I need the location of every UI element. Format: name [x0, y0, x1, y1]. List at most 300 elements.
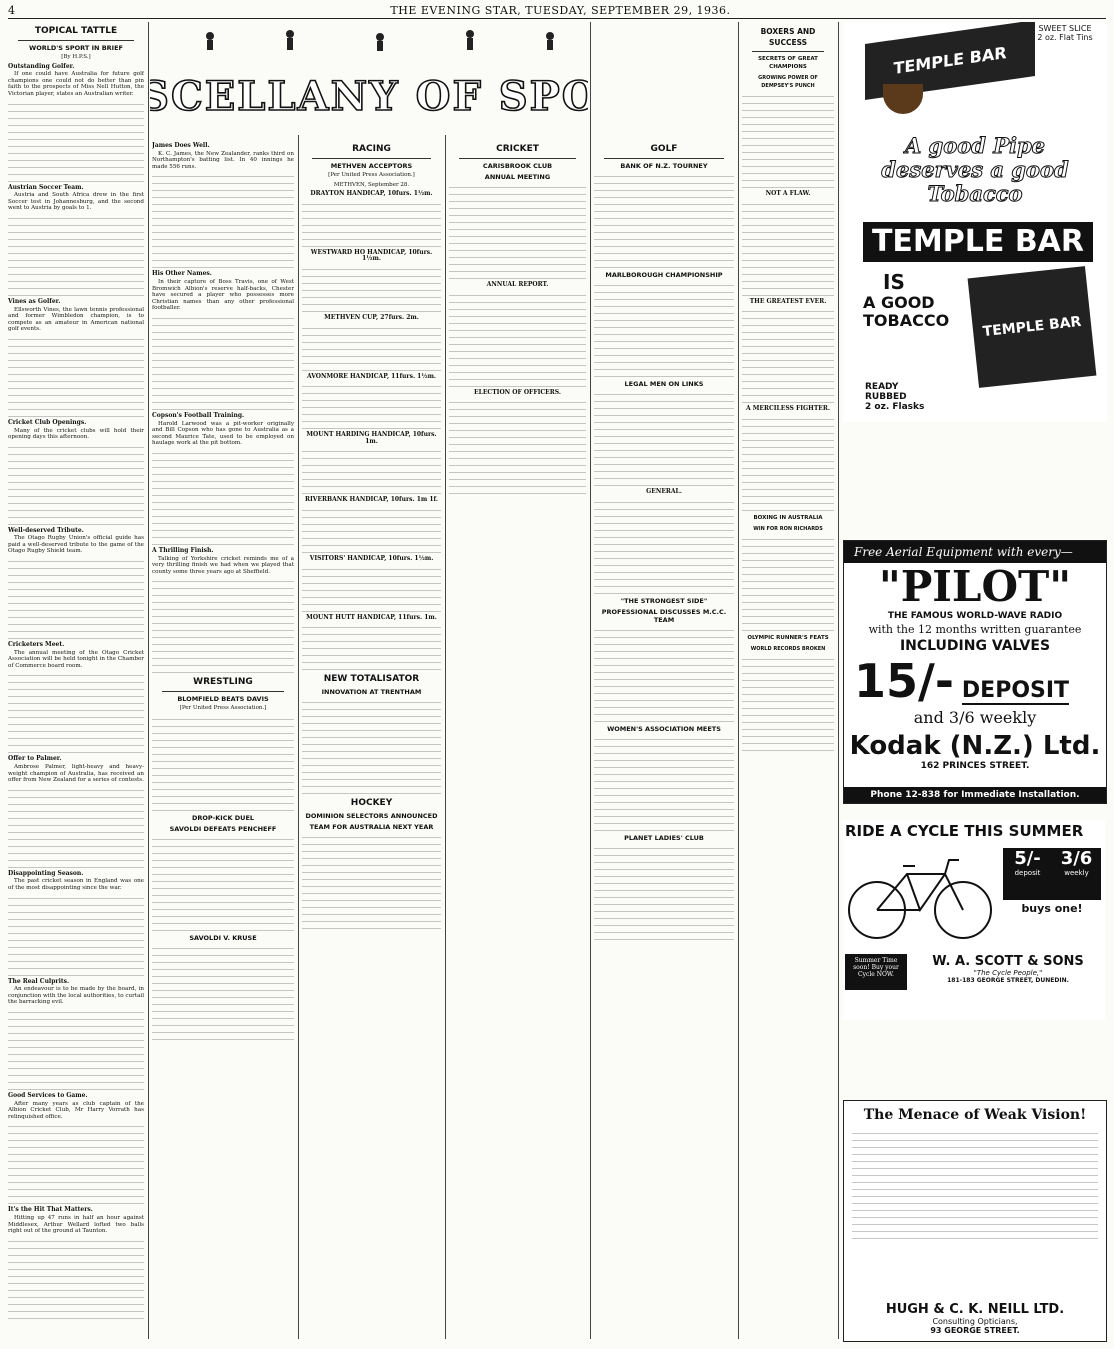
- text-line: [594, 316, 734, 321]
- text-line: [594, 474, 734, 479]
- text-line: [8, 1078, 144, 1083]
- text-line: [594, 735, 734, 740]
- text-line: [152, 806, 294, 811]
- ad-headline: Free Aerial Equipment with every—: [844, 541, 1106, 563]
- entry-line: [302, 644, 441, 649]
- text-line: [8, 398, 144, 403]
- text-line: [594, 263, 734, 268]
- ad-address: 162 PRINCES STREET.: [920, 761, 1030, 771]
- entry-line: [302, 359, 441, 364]
- text-line: [594, 640, 734, 645]
- text-line: [152, 172, 294, 177]
- text-line: [742, 141, 834, 146]
- text-line: [594, 858, 734, 863]
- text-line: [8, 335, 144, 340]
- text-line: [594, 390, 734, 395]
- text-line: [594, 418, 734, 423]
- text-line: [594, 893, 734, 898]
- handicap-title: METHVEN CUP, 27furs. 2m.: [324, 313, 419, 321]
- text-line: [742, 120, 834, 125]
- section-subheading: SAVOLDI DEFEATS PENCHEFF: [169, 824, 277, 833]
- text-line: [594, 337, 734, 342]
- article-text: Talking of Yorkshire cricket reminds me of a very thrilling finish we had when we played that county some three years ago at Sheffield.: [152, 555, 294, 575]
- section-subheading: SECRETS OF GREAT CHAMPIONS: [758, 56, 818, 70]
- text-line: [594, 654, 734, 659]
- text-line: [742, 450, 834, 455]
- text-line: [742, 113, 834, 118]
- entry-line: [302, 200, 441, 205]
- text-line: [742, 349, 834, 354]
- section-subheading: LEGAL MEN ON LINKS: [624, 380, 704, 388]
- article-text: Austria and South Africa drew in the first Soccer test in Johannesburg, and the second went to Austria by goals to 1.: [8, 192, 144, 212]
- temple-bar-ad: [843, 22, 1107, 422]
- text-line: [152, 505, 294, 510]
- text-line: [594, 214, 734, 219]
- ad-headline: RIDE A CYCLE THIS SUMMER: [845, 822, 1084, 840]
- ad-text: and 3/6 weekly: [913, 708, 1037, 727]
- article-text: If one could have Australia for future golf champions one could not do better than pin faith to the prospects of Miss Nell Hutton, the Victorian player, states an Australian writer.: [8, 71, 144, 97]
- text-line: [8, 114, 144, 119]
- text-line: [8, 894, 144, 899]
- section-subheading: BANK OF N.Z. TOURNEY: [620, 162, 708, 170]
- text-line: [8, 627, 144, 632]
- source-line: [Per United Press Association.]: [179, 705, 267, 712]
- text-line: [449, 447, 586, 452]
- text-line: [742, 384, 834, 389]
- text-line: [594, 221, 734, 226]
- text-line: [449, 197, 586, 202]
- text-line: [152, 363, 294, 368]
- text-line: [152, 905, 294, 910]
- text-line: [152, 965, 294, 970]
- column-boxing: [742, 22, 834, 1342]
- ad-firm: W. A. SCOTT & SONS: [932, 954, 1084, 969]
- article-subhead: THE GREATEST EVER.: [749, 297, 827, 305]
- text-line: [594, 935, 734, 940]
- text-line: [594, 288, 734, 293]
- text-line: [8, 599, 144, 604]
- column-miscellany: [152, 140, 294, 1340]
- text-line: [8, 578, 144, 583]
- section-subheading: BOXING IN AUSTRALIA: [753, 514, 823, 521]
- article-subhead: ANNUAL REPORT.: [486, 281, 549, 288]
- text-line: [152, 377, 294, 382]
- text-line: [594, 914, 734, 919]
- text-line: [8, 1015, 144, 1020]
- text-line: [152, 1007, 294, 1012]
- ad-text: weekly: [1064, 869, 1089, 877]
- text-line: [8, 713, 144, 718]
- handicap-title: AVONMORE HANDICAP, 11furs. 1½m.: [306, 372, 437, 380]
- text-line: [152, 626, 294, 631]
- ad-text: THE FAMOUS WORLD-WAVE RADIO: [887, 611, 1063, 621]
- text-line: [742, 683, 834, 688]
- entry-line: [302, 389, 441, 394]
- text-line: [742, 328, 834, 333]
- entry-line: [302, 324, 441, 329]
- text-line: [742, 429, 834, 434]
- section-subheading: INNOVATION AT TRENTHAM: [321, 688, 422, 697]
- text-line: [152, 898, 294, 903]
- text-line: [449, 260, 586, 265]
- text-line: [594, 770, 734, 775]
- entry-line: [302, 331, 441, 336]
- text-line: [8, 606, 144, 611]
- text-line: [152, 856, 294, 861]
- text-line: [449, 253, 586, 258]
- section-subheading: OLYMPIC RUNNER'S FEATS: [747, 634, 829, 641]
- article-body: [594, 844, 734, 940]
- text-line: [594, 235, 734, 240]
- text-line: [594, 907, 734, 912]
- article-title: Good Services to Game.: [8, 1091, 88, 1099]
- text-line: [8, 915, 144, 920]
- text-line: [302, 698, 441, 703]
- text-line: [302, 882, 441, 887]
- article-body: [302, 833, 441, 929]
- text-line: [8, 1071, 144, 1076]
- text-line: [594, 533, 734, 538]
- text-line: [742, 155, 834, 160]
- ad-text: deposit: [1014, 869, 1041, 877]
- text-line: [302, 740, 441, 745]
- text-line: [152, 186, 294, 191]
- banner-title: SCELLANY OF SPO: [150, 73, 588, 120]
- text-line: [8, 263, 144, 268]
- text-line: [742, 270, 834, 275]
- text-line: [594, 756, 734, 761]
- entry-line: [302, 293, 441, 298]
- text-line: [8, 1307, 144, 1312]
- text-line: [152, 633, 294, 638]
- miscellany-banner: [150, 60, 588, 130]
- text-line: [302, 889, 441, 894]
- text-line: [152, 912, 294, 917]
- text-line: [594, 425, 734, 430]
- text-line: [8, 1043, 144, 1048]
- text-line: [152, 463, 294, 468]
- text-line: [8, 235, 144, 240]
- text-line: [8, 1171, 144, 1176]
- text-line: [152, 1035, 294, 1040]
- text-line: [449, 398, 586, 403]
- column-rule: [738, 22, 739, 1339]
- section-heading: BOXERS AND SUCCESS: [760, 27, 816, 47]
- text-line: [742, 457, 834, 462]
- text-line: [594, 526, 734, 531]
- text-line: [8, 692, 144, 697]
- text-line: [8, 214, 144, 219]
- text-line: [8, 485, 144, 490]
- text-line: [8, 163, 144, 168]
- entry-line: [302, 403, 441, 408]
- text-line: [594, 710, 734, 715]
- article-text: After many years as club captain of the Albion Cricket Club, Mr Harry Vorrath has relinquished office.: [8, 1100, 144, 1120]
- text-line: [742, 314, 834, 319]
- text-line: [8, 748, 144, 753]
- text-line: [302, 726, 441, 731]
- article-title: James Does Well.: [152, 142, 210, 149]
- section-subheading: DROP-KICK DUEL: [191, 813, 255, 822]
- text-line: [742, 415, 834, 420]
- text-line: [152, 207, 294, 212]
- text-line: [8, 478, 144, 483]
- text-line: [8, 564, 144, 569]
- text-line: [152, 221, 294, 226]
- text-line: [742, 291, 834, 296]
- text-line: [152, 584, 294, 589]
- entry-line: [302, 520, 441, 525]
- text-line: [742, 221, 834, 226]
- text-line: [594, 661, 734, 666]
- section-heading: CRICKET: [496, 144, 539, 154]
- entry-line: [302, 572, 441, 577]
- text-line: [8, 821, 144, 826]
- text-line: [742, 669, 834, 674]
- text-line: [152, 533, 294, 538]
- masthead: [8, 2, 1106, 19]
- text-line: [8, 349, 144, 354]
- article-title: Offer to Palmer.: [8, 755, 62, 763]
- text-line: [8, 613, 144, 618]
- text-line: [594, 819, 734, 824]
- text-line: [152, 235, 294, 240]
- text-line: [742, 169, 834, 174]
- section-subheading: PROFESSIONAL DISCUSSES M.C.C. TEAM: [601, 607, 727, 624]
- text-line: [449, 204, 586, 209]
- entry-line: [302, 396, 441, 401]
- text-line: [742, 263, 834, 268]
- column-racing: [302, 140, 441, 1340]
- ad-phone: Phone 12-838 for Immediate Installation.: [844, 787, 1106, 803]
- text-line: [594, 675, 734, 680]
- text-line: [594, 351, 734, 356]
- text-line: [594, 689, 734, 694]
- entry-line: [302, 447, 441, 452]
- text-line: [449, 489, 586, 494]
- text-line: [152, 228, 294, 233]
- text-line: [594, 432, 734, 437]
- text-line: [594, 249, 734, 254]
- text-line: [594, 498, 734, 503]
- text-line: [152, 986, 294, 991]
- text-line: [152, 242, 294, 247]
- handicap-title: RIVERBANK HANDICAP, 10furs. 1m 1f.: [305, 496, 438, 504]
- entry-line: [302, 307, 441, 312]
- entry-line: [302, 468, 441, 473]
- text-line: [742, 746, 834, 751]
- text-line: [8, 499, 144, 504]
- article-body: [742, 535, 834, 631]
- text-line: [594, 844, 734, 849]
- text-line: [742, 464, 834, 469]
- entry-line: [302, 207, 441, 212]
- text-line: [594, 568, 734, 573]
- text-line: [152, 249, 294, 254]
- text-line: [8, 391, 144, 396]
- text-line: [152, 179, 294, 184]
- ad-price: 3/6: [1060, 848, 1093, 869]
- entry-line: [302, 579, 441, 584]
- text-line: [8, 1136, 144, 1141]
- text-line: [8, 1057, 144, 1062]
- text-line: [8, 741, 144, 746]
- text-line: [302, 833, 441, 838]
- text-line: [742, 134, 834, 139]
- text-line: [594, 805, 734, 810]
- text-line: [302, 903, 441, 908]
- text-line: [302, 875, 441, 880]
- text-line: [742, 256, 834, 261]
- text-line: [302, 910, 441, 915]
- text-line: [449, 354, 586, 359]
- entry-line: [302, 482, 441, 487]
- text-line: [594, 865, 734, 870]
- text-line: [594, 812, 734, 817]
- entry-line: [302, 235, 441, 240]
- entry-line: [302, 658, 441, 663]
- text-line: [742, 549, 834, 554]
- text-line: [594, 172, 734, 177]
- text-line: [742, 321, 834, 326]
- text-line: [594, 358, 734, 363]
- text-line: [8, 1022, 144, 1027]
- text-line: [449, 190, 586, 195]
- column-rule: [590, 22, 591, 1339]
- text-line: [8, 936, 144, 941]
- text-line: [152, 519, 294, 524]
- entry-line: [302, 382, 441, 387]
- text-line: [594, 575, 734, 580]
- text-line: [449, 274, 586, 279]
- text-line: [152, 778, 294, 783]
- text-line: [302, 733, 441, 738]
- text-line: [8, 671, 144, 676]
- text-line: [742, 535, 834, 540]
- text-line: [152, 349, 294, 354]
- text-line: [8, 156, 144, 161]
- text-line: [8, 291, 144, 296]
- text-line: [152, 619, 294, 624]
- article-body: [449, 183, 586, 279]
- entry-line: [302, 489, 441, 494]
- pilot-radio-ad: [843, 540, 1107, 804]
- bicycle-icon: [845, 844, 995, 944]
- article-subhead: GENERAL.: [646, 488, 682, 495]
- article-body: [152, 835, 294, 931]
- text-line: [594, 540, 734, 545]
- article-text: The annual meeting of the Otago Cricket Association will be held tonight in the Chamber of Commerce board room.: [8, 649, 144, 669]
- text-line: [152, 200, 294, 205]
- text-line: [8, 908, 144, 913]
- text-line: [8, 835, 144, 840]
- source-line: [Per United Press Association.]: [328, 172, 415, 178]
- vision-ad: [843, 1100, 1107, 1342]
- text-line: [8, 1157, 144, 1162]
- text-line: [594, 228, 734, 233]
- text-line: [8, 793, 144, 798]
- text-line: [594, 763, 734, 768]
- text-line: [594, 879, 734, 884]
- entry-line: [302, 454, 441, 459]
- text-line: [449, 368, 586, 373]
- text-line: [449, 433, 586, 438]
- column-cricket: [449, 140, 586, 1340]
- text-line: [302, 775, 441, 780]
- text-line: [8, 1185, 144, 1190]
- article-text: K. C. James, the New Zealander, ranks third on Northampton's batting list. In 40 innings he made 556 runs.: [152, 150, 294, 170]
- entry-line: [302, 366, 441, 371]
- text-line: [449, 340, 586, 345]
- text-line: [594, 453, 734, 458]
- text-line: [8, 734, 144, 739]
- column-rule: [838, 22, 839, 1339]
- page-number: 4: [8, 3, 15, 17]
- text-line: [594, 207, 734, 212]
- column-rule: [298, 135, 299, 1339]
- article-text: Ellsworth Vines, the lawn tennis professional and former Wimbledon champion, is to compete as an amateur in American national golf events.: [8, 306, 144, 333]
- text-line: [152, 944, 294, 949]
- article-body: [594, 281, 734, 377]
- section-heading: RACING: [352, 144, 391, 154]
- text-line: [8, 971, 144, 976]
- dateline: METHVEN, September 28.: [333, 181, 410, 188]
- text-line: [742, 605, 834, 610]
- handicap-title: MOUNT HUTT HANDICAP, 11furs. 1m.: [306, 613, 437, 621]
- text-line: [8, 592, 144, 597]
- text-line: [152, 335, 294, 340]
- text-line: [742, 690, 834, 695]
- text-line: [449, 347, 586, 352]
- text-line: [8, 901, 144, 906]
- article-subhead: A MERCILESS FIGHTER.: [746, 405, 830, 413]
- text-line: [302, 847, 441, 852]
- text-line: [302, 754, 441, 759]
- text-line: [742, 92, 834, 97]
- text-line: [742, 148, 834, 153]
- text-line: [152, 792, 294, 797]
- text-line: [449, 375, 586, 380]
- text-line: [302, 789, 441, 794]
- text-line: [594, 921, 734, 926]
- text-line: [8, 585, 144, 590]
- entry-line: [302, 228, 441, 233]
- text-line: [449, 426, 586, 431]
- text-line: [152, 214, 294, 219]
- text-line: [449, 267, 586, 272]
- column-golf: [594, 140, 734, 1340]
- text-line: [8, 277, 144, 282]
- text-line: [742, 563, 834, 568]
- text-line: [8, 634, 144, 639]
- pipe-icon: [883, 84, 923, 114]
- text-line: [742, 277, 834, 282]
- text-line: [8, 1279, 144, 1284]
- text-line: [742, 214, 834, 219]
- text-line: [742, 584, 834, 589]
- text-line: [8, 1143, 144, 1148]
- article-body: [449, 398, 586, 494]
- handicap-title: WESTWARD HO HANDICAP, 10furs. 1½m.: [310, 248, 433, 263]
- text-line: [742, 235, 834, 240]
- text-line: [8, 405, 144, 410]
- text-line: [8, 1251, 144, 1256]
- text-line: [8, 377, 144, 382]
- text-line: [8, 520, 144, 525]
- section-heading: NEW TOTALISATOR: [323, 674, 420, 685]
- text-line: [8, 128, 144, 133]
- ad-firm: Kodak (N.Z.) Ltd.: [849, 731, 1101, 761]
